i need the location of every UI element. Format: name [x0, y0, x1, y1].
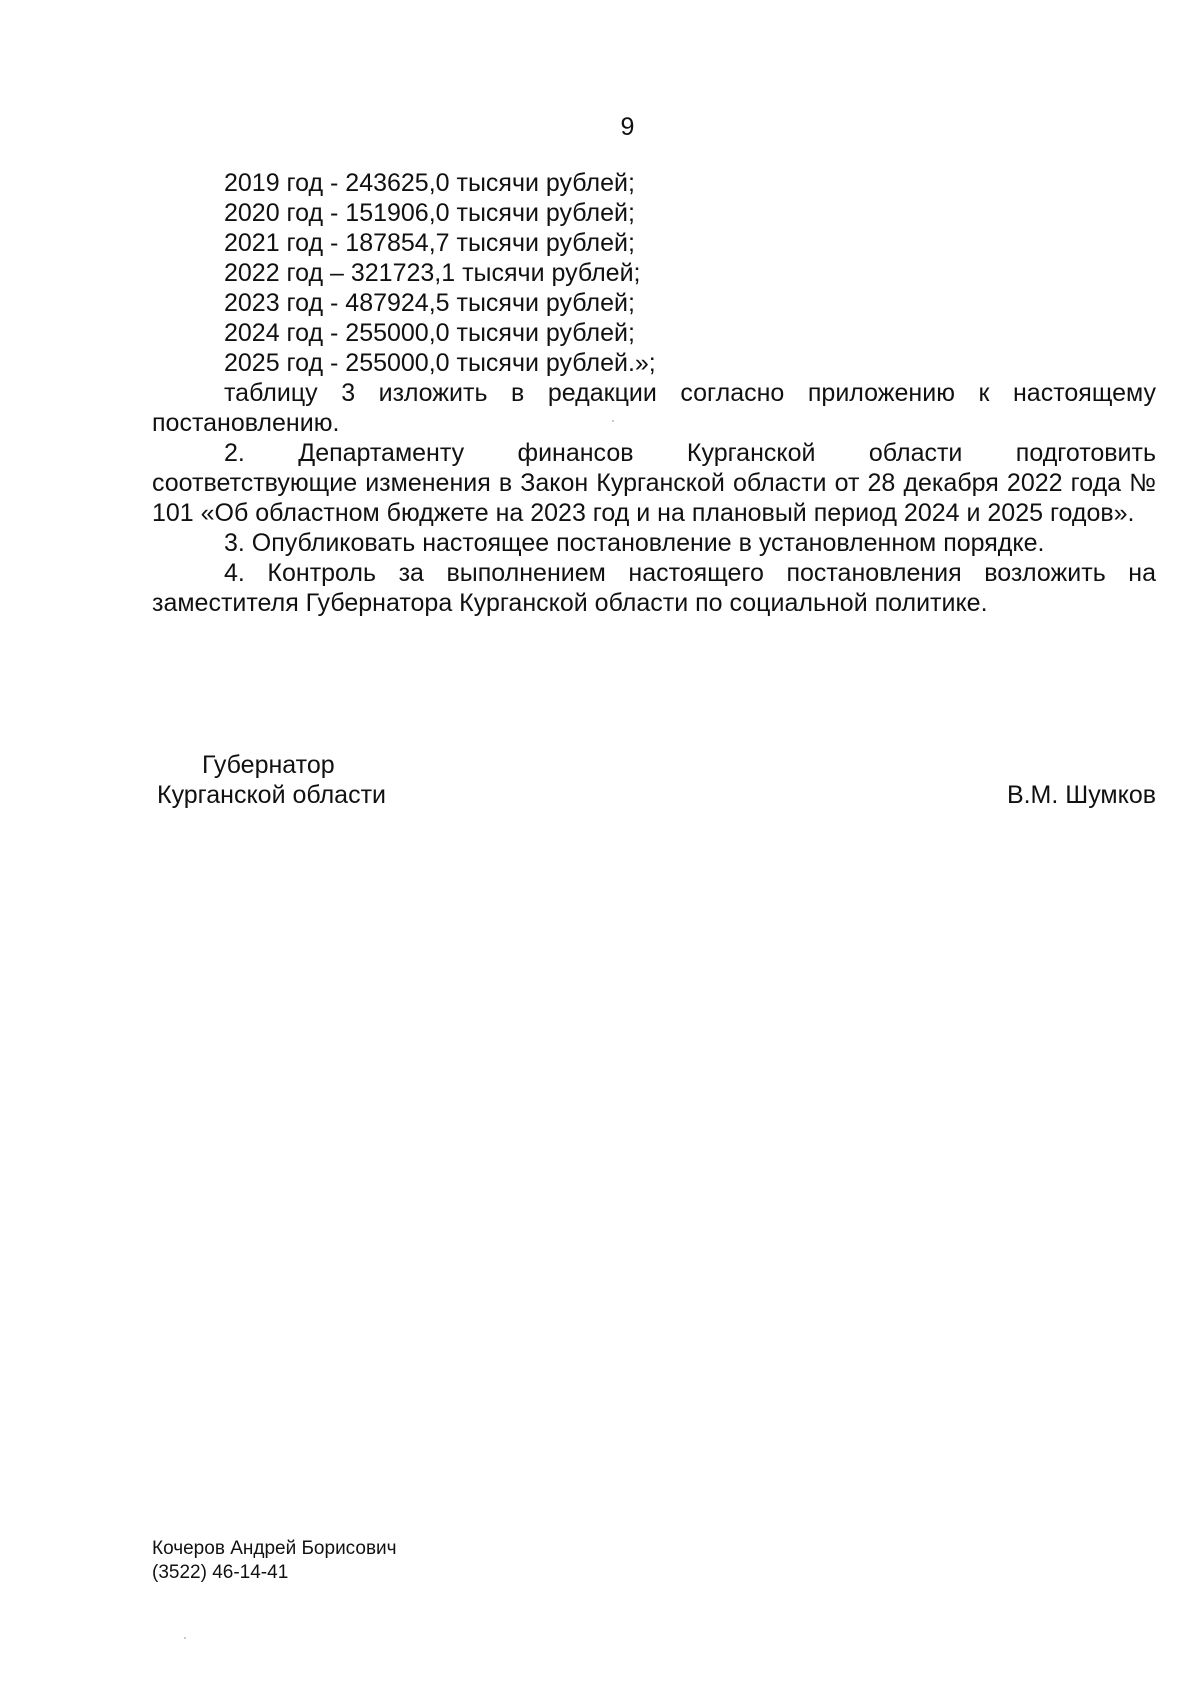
page-number: 9 — [620, 113, 635, 141]
table-paragraph-line1: таблицу 3 изложить в редакции согласно приложению к настоящему — [224, 379, 1156, 407]
document-body — [152, 168, 1156, 618]
signatory-name: В.М. Шумков — [1006, 781, 1156, 809]
item-2-paragraph — [152, 438, 1156, 528]
scan-speck — [184, 1637, 186, 1639]
year-line-2022: 2022 год – 321723,1 тысячи рублей; — [224, 259, 641, 287]
signatory-title-line1: Губернатор — [202, 751, 335, 779]
year-line-2025: 2025 год - 255000,0 тысячи рублей.»; — [224, 349, 656, 377]
table-paragraph — [152, 378, 1156, 438]
signature-block — [152, 750, 1156, 810]
item-4-paragraph: 4. Контроль за выполнением настоящего постановления возложить на заместителя Губернатора Курганской области по социальной политике. — [152, 559, 1156, 617]
item-3-paragraph: 3. Опубликовать настоящее постановление в установленном порядке. — [224, 529, 1045, 557]
year-line-2023: 2023 год - 487924,5 тысячи рублей; — [224, 289, 635, 317]
year-line-2021: 2021 год - 187854,7 тысячи рублей; — [224, 229, 635, 257]
executor-phone: (3522) 46-14-41 — [152, 1562, 289, 1583]
item-2-line1: 2. Департаменту финансов Курганской области подготовить — [224, 439, 1156, 467]
item-2-rest: соответствующие изменения в Закон Курганской области от 28 декабря 2022 года № 101 «Об областном бюджете на 2023 год и на плановый период 2024 и 2025 годов». — [152, 469, 1156, 527]
executor-name: Кочеров Андрей Борисович — [152, 1538, 397, 1559]
year-line-2019: 2019 год - 243625,0 тысячи рублей; — [224, 169, 635, 197]
scan-speck — [612, 420, 614, 422]
year-line-2024: 2024 год - 255000,0 тысячи рублей; — [224, 319, 635, 347]
year-line-2020: 2020 год - 151906,0 тысячи рублей; — [224, 199, 635, 227]
table-paragraph-line2: постановлению. — [152, 409, 340, 437]
executor-footer — [152, 1537, 397, 1585]
signatory-title-line2: Курганской области — [157, 781, 387, 809]
